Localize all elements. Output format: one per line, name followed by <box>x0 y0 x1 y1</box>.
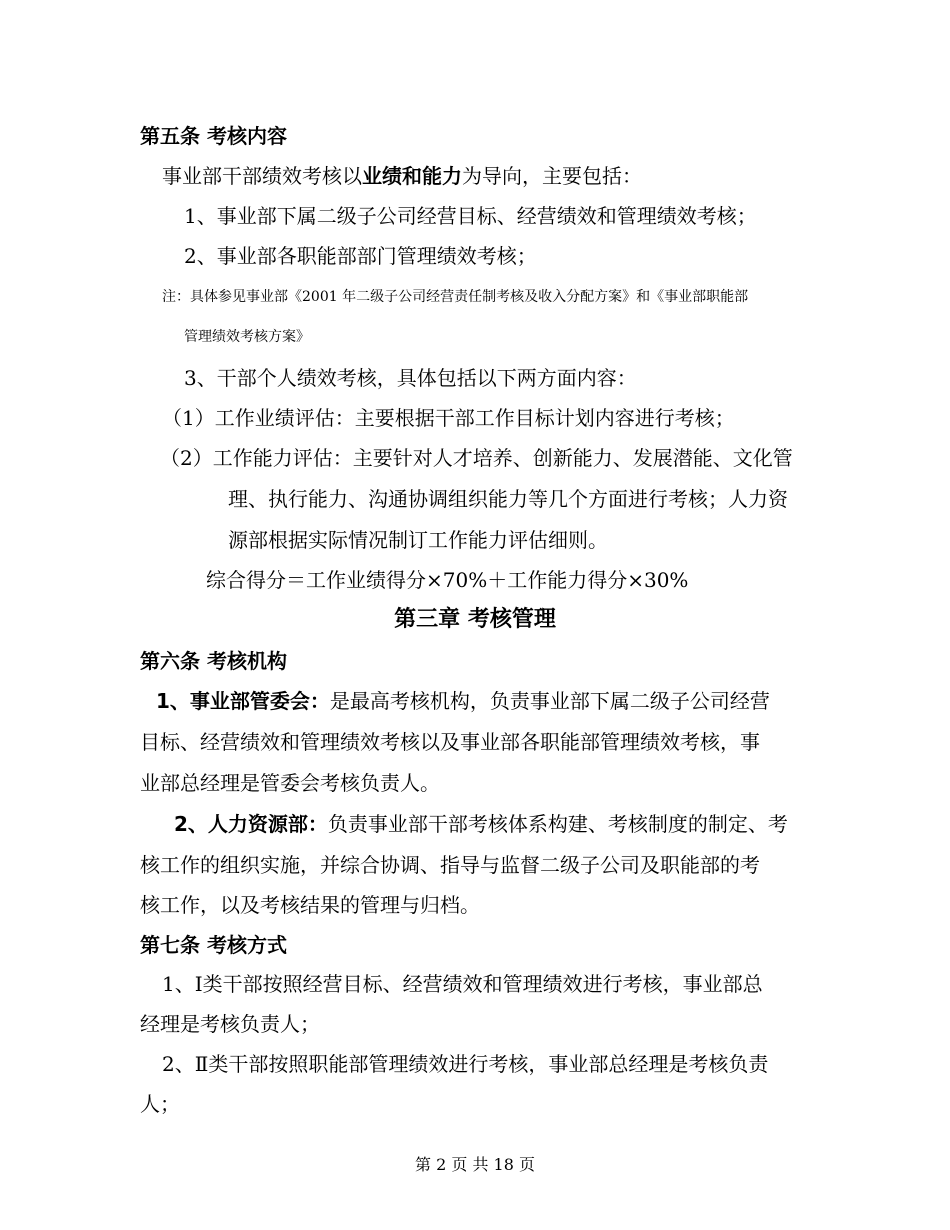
sub-item-2-line-1: （2）工作能力评估：主要针对人才培养、创新能力、发展潜能、文化管 <box>160 446 793 470</box>
score-formula: 综合得分＝工作业绩得分×70%＋工作能力得分×30% <box>206 568 689 592</box>
article-7-para-2-line-2: 人； <box>140 1092 180 1116</box>
article-5-item-2: 2、事业部各职能部部门管理绩效考核； <box>184 244 537 268</box>
article-7-para-2-line-1: 2、Ⅱ类干部按照职能部管理绩效进行考核，事业部总经理是考核负责 <box>162 1052 769 1076</box>
article-6-para-2-line-1 <box>174 814 788 834</box>
article-5-item-3: 3、干部个人绩效考核，具体包括以下两方面内容： <box>184 366 637 390</box>
chapter-3-title: 第三章 考核管理 <box>394 607 556 632</box>
management-committee-label: 1、事业部管委会： <box>156 689 330 713</box>
article-7-heading: 第七条 考核方式 <box>140 933 287 957</box>
management-committee-text: 是最高考核机构，负责事业部下属二级子公司经营 <box>329 689 770 713</box>
article-5-item-1: 1、事业部下属二级子公司经营目标、经营绩效和管理绩效考核； <box>184 204 757 228</box>
article-6-para-1-line-3: 业部总经理是管委会考核负责人。 <box>140 771 440 795</box>
article-5-heading: 第五条 考核内容 <box>140 124 287 148</box>
article-7-para-1-line-2: 经理是考核负责人； <box>140 1012 320 1036</box>
note-line-2: 管理绩效考核方案》 <box>184 329 310 345</box>
intro-text-a: 事业部干部绩效考核以 <box>162 164 362 188</box>
sub-item-2-line-2: 理、执行能力、沟通协调组织能力等几个方面进行考核；人力资 <box>228 487 788 511</box>
article-6-para-2-line-2: 核工作的组织实施，并综合协调、指导与监督二级子公司及职能部的考 <box>140 853 760 877</box>
article-6-heading: 第六条 考核机构 <box>140 649 287 673</box>
hr-department-label: 2、人力资源部： <box>174 812 328 836</box>
intro-text-bold: 业绩和能力 <box>362 164 462 188</box>
sub-item-1: （1）工作业绩评估：主要根据干部工作目标计划内容进行考核； <box>162 406 735 430</box>
article-5-intro <box>162 166 642 186</box>
page-footer: 第 2 页 共 18 页 <box>415 1155 535 1174</box>
article-6-para-1-line-1 <box>156 691 770 711</box>
hr-department-text: 负责事业部干部考核体系构建、考核制度的制定、考 <box>327 812 788 836</box>
article-6-para-1-line-2: 目标、经营绩效和管理绩效考核以及事业部各职能部管理绩效考核，事 <box>140 730 760 754</box>
sub-item-2-line-3: 源部根据实际情况制订工作能力评估细则。 <box>228 528 608 552</box>
article-7-para-1-line-1: 1、Ⅰ类干部按照经营目标、经营绩效和管理绩效进行考核，事业部总 <box>162 972 763 996</box>
article-6-para-2-line-3: 核工作，以及考核结果的管理与归档。 <box>140 893 480 917</box>
note-line-1: 注：具体参见事业部《2001 年二级子公司经营责任制考核及收入分配方案》和《事业部职能部 <box>162 289 749 305</box>
intro-text-b: 为导向，主要包括： <box>462 164 642 188</box>
